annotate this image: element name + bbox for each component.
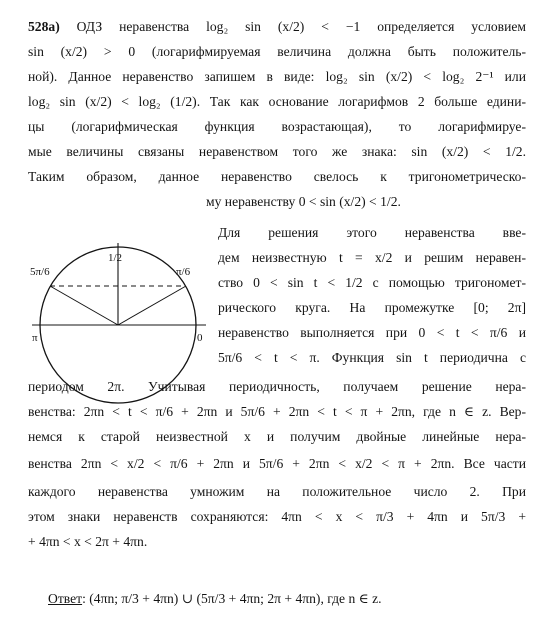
label-zero: 0 xyxy=(197,332,203,344)
text-line-19: каждого неравенства умножим на положительное число 2. При xyxy=(28,484,526,499)
radius-5pi6 xyxy=(50,286,118,325)
text-line-8: му неравенству 0 < sin (x/2) < 1/2. xyxy=(206,194,401,209)
text-line-21: + 4πn < x < 2π + 4πn. xyxy=(28,534,148,549)
text-line-17: немся к старой неизвестной x и получим двойные линейные нера- xyxy=(28,429,526,444)
problem-number: 528а) xyxy=(28,19,60,34)
text-line-10: дем неизвестную t = x/2 и решим неравен- xyxy=(218,250,526,265)
answer-line xyxy=(48,590,526,607)
text-line-1 xyxy=(28,18,526,35)
label-half: 1/2 xyxy=(108,252,123,264)
label-pi6: π/6 xyxy=(176,266,191,278)
answer-label: Ответ xyxy=(48,591,83,606)
text-line-3: ной). Данное неравенство запишем в виде: log₂ sin (x/2) < log₂ 2⁻¹ или xyxy=(28,69,526,84)
label-pi: π xyxy=(32,332,38,344)
text-line-16: венства: 2πn < t < π/6 + 2πn и 5π/6 + 2πn < t < π + 2πn, где n ∈ z. Вер- xyxy=(28,404,526,419)
text-line-2: sin (x/2) > 0 (логарифмируемая величина должна быть положитель- xyxy=(28,44,526,59)
text-line-4: log₂ sin (x/2) < log₂ (1/2). Так как основание логарифмов 2 больше едини- xyxy=(28,94,526,109)
text-line-13: неравенство выполняется при 0 < t < π/6 и xyxy=(218,325,526,340)
text-line-12: рического круга. На промежутке [0; 2π] xyxy=(218,300,526,315)
text-line-15: периодом 2π. Учитывая периодичность, получаем решение нера- xyxy=(28,379,526,394)
text-line-20: этом знаки неравенств сохраняются: 4πn < x < π/3 + 4πn и 5π/3 + xyxy=(28,509,526,524)
label-5pi6: 5π/6 xyxy=(30,266,50,278)
answer-text: : (4πn; π/3 + 4πn) ∪ (5π/3 + 4πn; 2π + 4πn), где n ∈ z. xyxy=(82,591,382,606)
text-line-11: ство 0 < sin t < 1/2 с помощью тригономет- xyxy=(218,275,526,290)
radius-pi6 xyxy=(118,286,186,325)
line-1-text: ОДЗ неравенства log₂ sin (x/2) < −1 определяется условием xyxy=(76,19,526,34)
text-line-9: Для решения этого неравенства вве- xyxy=(218,225,526,240)
trig-circle-figure xyxy=(26,225,211,425)
text-line-14: 5π/6 < t < π. Функция sin t периодична с xyxy=(218,350,526,365)
text-line-18: венства 2πn < x/2 < π/6 + 2πn и 5π/6 + 2πn < x/2 < π + 2πn. Все части xyxy=(28,456,526,471)
text-line-5: цы (логарифмическая функция возрастающая), то логарифмируе- xyxy=(28,119,526,134)
text-line-6: мые величины связаны неравенством того же знака: sin (x/2) < 1/2. xyxy=(28,144,526,159)
text-line-7: Таким образом, данное неравенство свелось к тригонометрическо- xyxy=(28,169,526,184)
